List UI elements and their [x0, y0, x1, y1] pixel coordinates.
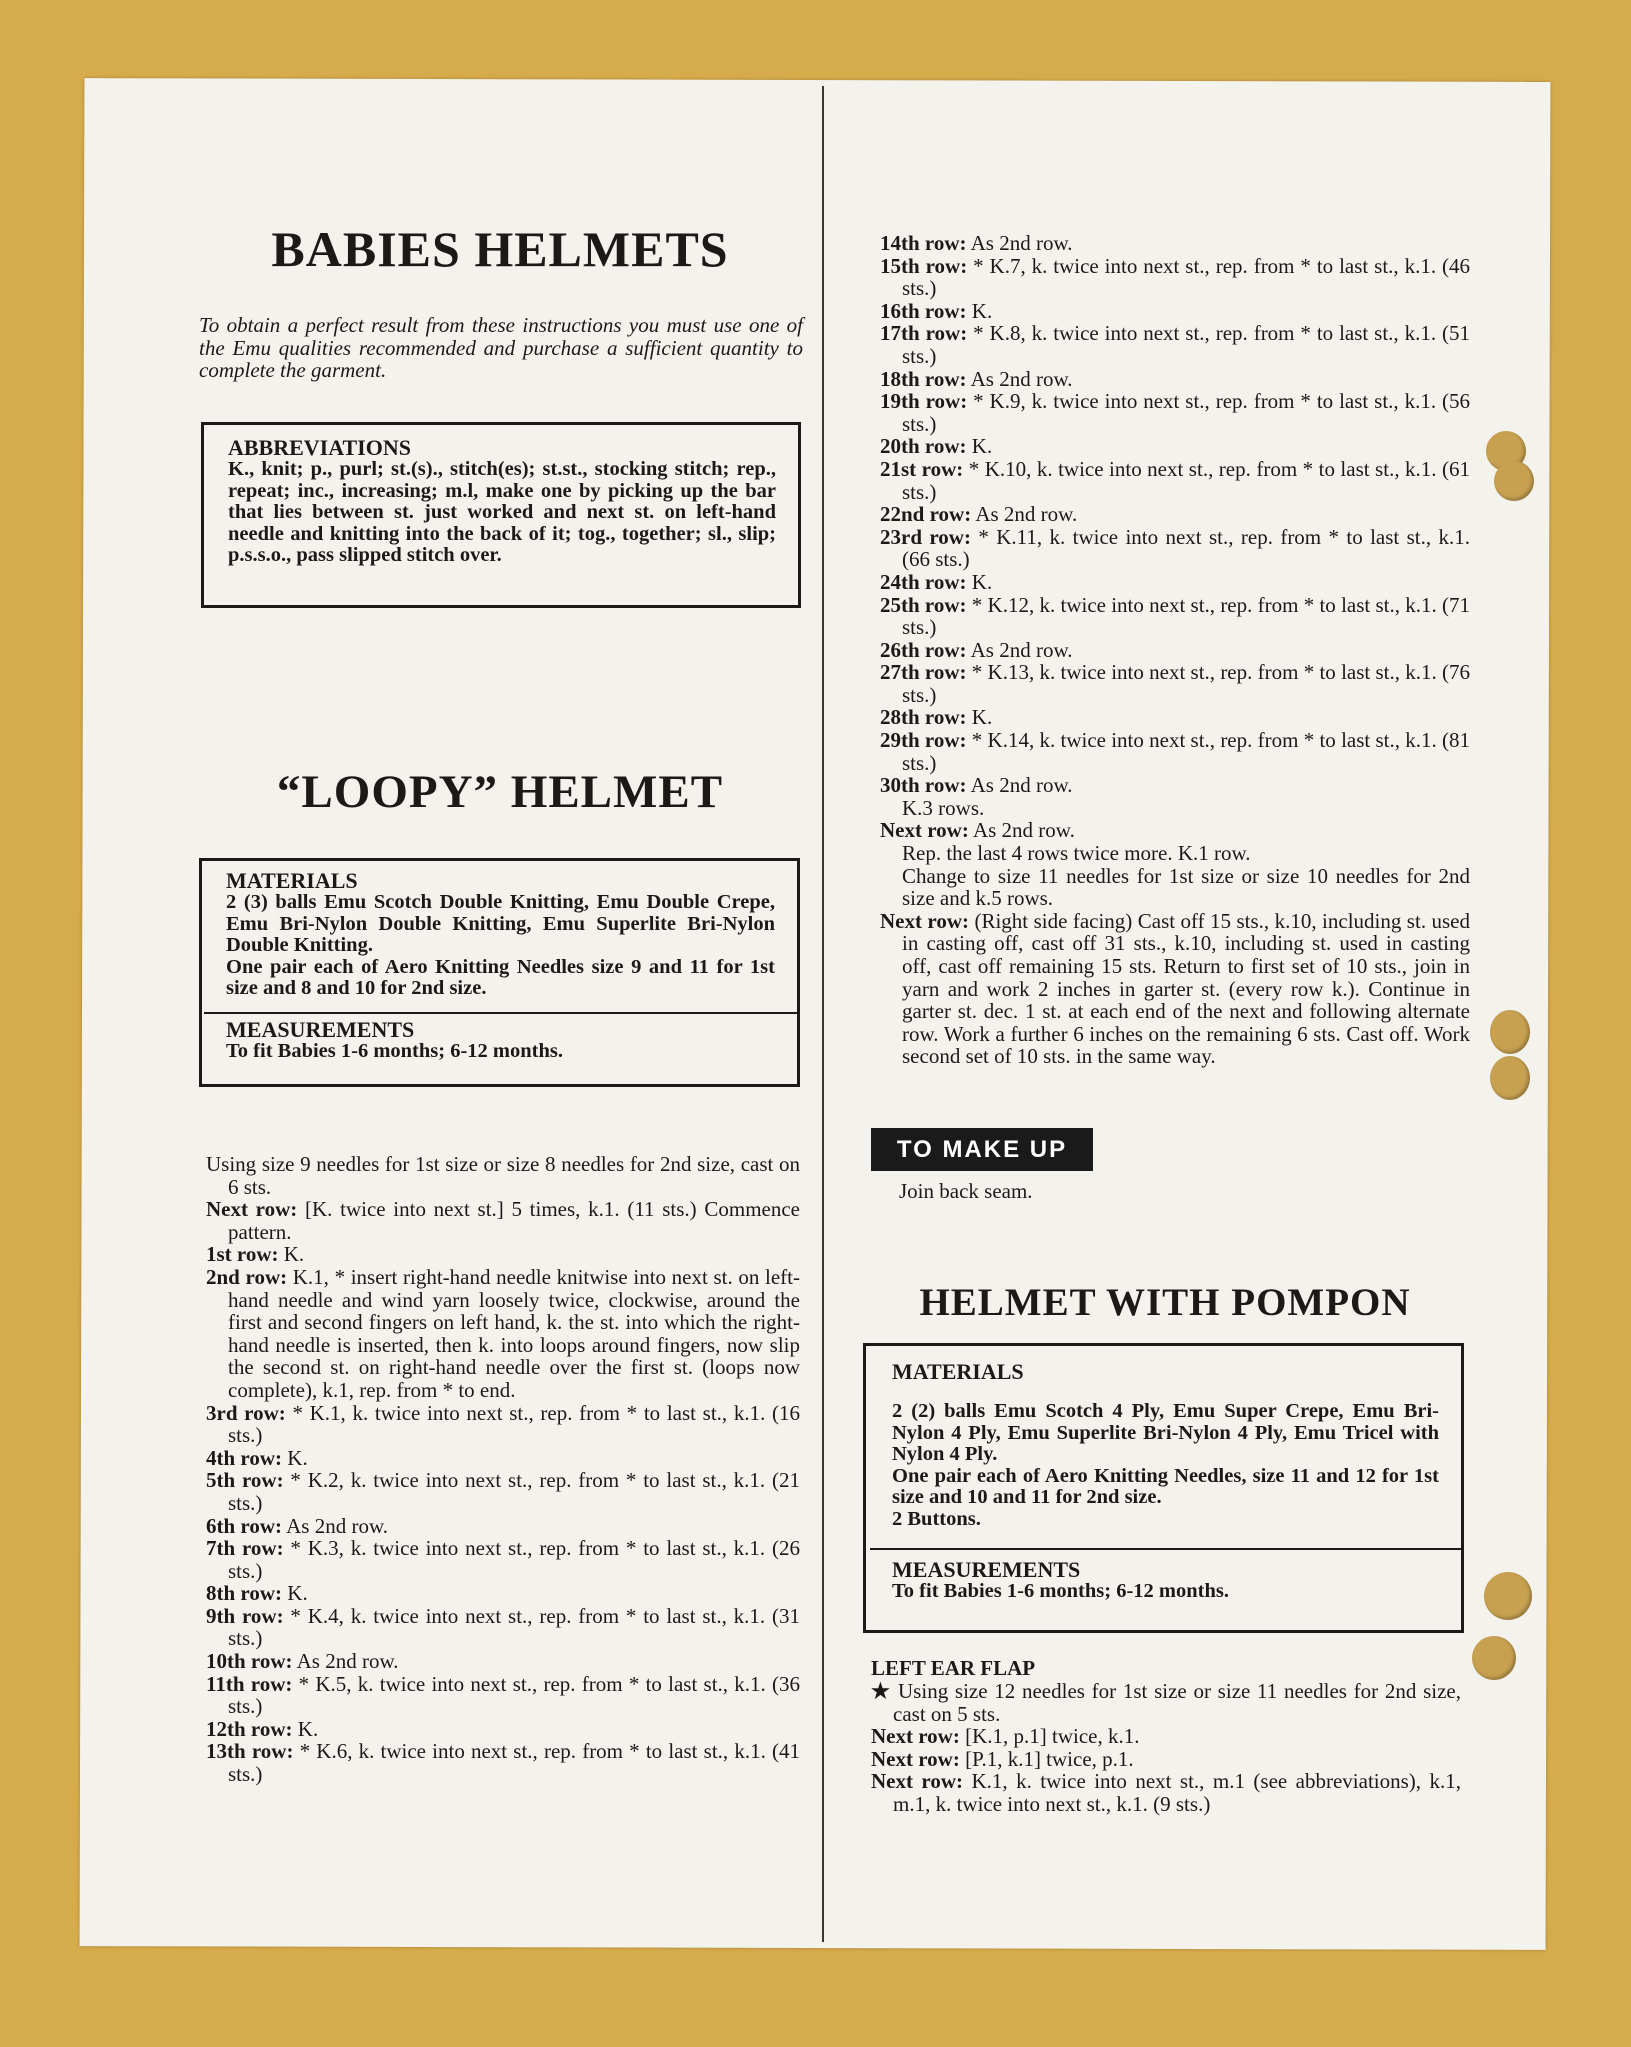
materials-line: 2 (3) balls Emu Scotch Double Knitting, Emu Double Crepe, Emu Bri-Nylon Double Knitting, Emu Superlite Bri-Nylon Double Knitting.	[226, 891, 775, 956]
instruction-row	[880, 322, 1470, 367]
row-text: Using size 12 needles for 1st size or size 11 needles for 2nd size, cast on 5 sts.	[893, 1679, 1461, 1726]
materials-line: 2 Buttons.	[892, 1507, 981, 1530]
materials-line: One pair each of Aero Knitting Needles size 9 and 11 for 1st size and 8 and 10 for 2nd size.	[226, 955, 775, 999]
pompon-title: HELMET WITH POMPON	[919, 1281, 1411, 1324]
materials-line: One pair each of Aero Knitting Needles, size 11 and 12 for 1st size and 10 and 11 for 2nd size.	[892, 1464, 1439, 1508]
row-text: * K.11, k. twice into next st., rep. from * to last st., k.1. (66 sts.)	[902, 524, 1470, 572]
materials-heading: MATERIALS	[892, 1359, 1024, 1384]
row-text: As 2nd row.	[970, 231, 1073, 255]
loopy-instructions-right	[880, 232, 1470, 1068]
instruction-row	[880, 594, 1470, 639]
row-text: As 2nd row.	[970, 773, 1073, 798]
instruction-row	[880, 797, 1470, 820]
instruction-row	[880, 571, 1470, 594]
instruction-row	[206, 1469, 800, 1514]
punch-hole	[1484, 1572, 1532, 1620]
measurements-heading: MEASUREMENTS	[892, 1557, 1081, 1582]
instruction-row	[880, 729, 1470, 774]
row-text: * K.4, k. twice into next st., rep. from * to last st., k.1. (31 sts.)	[228, 1603, 800, 1651]
row-label: 12th row:	[206, 1716, 293, 1741]
row-text: * K.5, k. twice into next st., rep. from * to last st., k.1. (36 sts.)	[228, 1671, 801, 1719]
instruction-row	[206, 1402, 800, 1447]
intro-text: To obtain a perfect result from these instructions you must use one of the Emu qualities recommended and purchase a sufficient quantity to complete the garment.	[199, 313, 803, 382]
row-label: 30th row:	[880, 773, 967, 798]
row-label: 14th row:	[880, 231, 967, 255]
instruction-row	[880, 458, 1470, 503]
row-label: 26th row:	[880, 637, 967, 662]
row-label: 25th row:	[880, 592, 967, 617]
instruction-row	[206, 1153, 800, 1198]
instruction-row	[880, 435, 1470, 458]
instruction-row	[880, 661, 1470, 706]
instruction-row	[206, 1537, 800, 1582]
row-text: K.1, k. twice into next st., m.1 (see abbreviations), k.1, m.1, k. twice into next st., k.1. (9 sts.)	[893, 1769, 1461, 1816]
instruction-row	[880, 842, 1470, 865]
box-divider	[204, 1012, 797, 1014]
row-label: 11th row:	[206, 1671, 293, 1696]
row-text: As 2nd row.	[296, 1649, 399, 1674]
row-label: Next row:	[880, 818, 969, 843]
row-label: 1st row:	[206, 1242, 279, 1267]
instruction-row	[880, 300, 1470, 323]
row-label: 17th row:	[880, 321, 968, 346]
instruction-row	[206, 1740, 800, 1785]
row-label: Next row:	[880, 908, 970, 933]
abbreviations-heading: ABBREVIATIONS	[228, 435, 411, 460]
instruction-row	[206, 1198, 800, 1243]
loopy-instructions-left	[206, 1153, 800, 1786]
row-label: ★	[871, 1679, 892, 1703]
row-text: As 2nd row.	[972, 818, 1075, 843]
row-label: 10th row:	[206, 1649, 293, 1674]
make-up-text: Join back seam.	[899, 1179, 1033, 1203]
row-label: 28th row:	[880, 705, 967, 730]
row-text: K.	[287, 1581, 308, 1606]
row-text: Using size 9 needles for 1st size or size 8 needles for 2nd size, cast on 6 sts.	[206, 1152, 800, 1199]
instruction-row	[880, 706, 1470, 729]
row-label: 29th row:	[880, 728, 967, 753]
instruction-row	[880, 390, 1470, 435]
row-text: Change to size 11 needles for 1st size or size 10 needles for 2nd size and k.5 rows.	[902, 863, 1470, 911]
row-text: (Right side facing) Cast off 15 sts., k.10, including st. used in casting off, cast off 31 sts., k.10, including st. used in casting off, cast off remaining 15 sts. Return to first set of 10 sts., join in yarn and work 2 inches in garter st. (every row k.). Continue in garter st. dec. 1 st. at each end of the next and following alternate row. Work a further 6 inches on the remaining 6 sts. Cast off. Work second set of 10 sts. in the same way.	[902, 908, 1470, 1069]
row-label: 7th row:	[206, 1536, 284, 1561]
instruction-row	[871, 1725, 1461, 1748]
row-label: 22nd row:	[880, 502, 972, 527]
instruction-row	[206, 1243, 800, 1266]
row-label: 27th row:	[880, 660, 967, 685]
column-divider	[822, 86, 824, 1942]
row-label: 9th row:	[206, 1603, 284, 1628]
row-text: K.	[971, 298, 993, 323]
instruction-row	[206, 1605, 800, 1650]
row-label: Next row:	[871, 1724, 960, 1749]
pompon-materials-box	[863, 1343, 1464, 1633]
row-label: 13th row:	[206, 1739, 294, 1764]
row-label: Next row:	[206, 1197, 298, 1222]
instruction-row	[880, 526, 1470, 571]
instruction-row	[880, 255, 1470, 300]
row-label: 15th row:	[880, 253, 968, 278]
row-text: K.1, * insert right-hand needle knitwise into next st. on left-hand needle and wind yarn loosely twice, clockwise, around the first and second fingers on left hand, k. the st. into which the right-hand needle is inserted, then k. into loops around fingers, now slip the second st. on right-hand needle over the first st. (loops now complete), k.1, rep. from * to end.	[228, 1264, 800, 1402]
punch-hole	[1490, 1010, 1530, 1054]
instruction-row	[206, 1718, 800, 1741]
row-text: * K.7, k. twice into next st., rep. from * to last st., k.1. (46 sts.)	[902, 253, 1470, 301]
instruction-row	[880, 232, 1470, 255]
row-text: K.	[971, 569, 993, 594]
instruction-row	[880, 503, 1470, 526]
row-text: * K.1, k. twice into next st., rep. from * to last st., k.1. (16 sts.)	[228, 1400, 801, 1448]
abbreviations-text: K., knit; p., purl; st.(s)., stitch(es); st.st., stocking stitch; rep., repeat; inc., increasing; m.l, make one by picking up the bar that lies between st. just worked and next st. on left-hand needle and knitting into the back of it; tog., together; sl., slip; p.s.s.o., pass slipped stitch over.	[228, 458, 776, 566]
row-text: As 2nd row.	[970, 366, 1073, 391]
instruction-row	[880, 865, 1470, 910]
row-text: * K.10, k. twice into next st., rep. from * to last st., k.1. (61 sts.)	[902, 456, 1471, 504]
left-ear-flap-heading: LEFT EAR FLAP	[871, 1656, 1036, 1680]
loopy-materials-box	[199, 858, 800, 1087]
row-label: Next row:	[871, 1746, 960, 1771]
row-text: Rep. the last 4 rows twice more. K.1 row.	[902, 841, 1251, 866]
row-label: 4th row:	[206, 1445, 283, 1470]
row-text: * K.9, k. twice into next st., rep. from * to last st., k.1. (56 sts.)	[902, 389, 1470, 436]
row-text: K.	[287, 1445, 308, 1470]
row-label: 3rd row:	[206, 1400, 286, 1425]
row-text: * K.8, k. twice into next st., rep. from * to last st., k.1. (51 sts.)	[902, 321, 1470, 368]
row-text: * K.14, k. twice into next st., rep. from * to last st., k.1. (81 sts.)	[902, 728, 1470, 775]
row-text: As 2nd row.	[286, 1513, 389, 1538]
instruction-row	[206, 1650, 800, 1673]
box-divider	[870, 1548, 1461, 1550]
row-label: 6th row:	[206, 1513, 283, 1538]
page-title: BABIES HELMETS	[271, 221, 729, 277]
to-make-up-heading: TO MAKE UP	[871, 1128, 1093, 1171]
row-text: K.	[297, 1716, 319, 1741]
instruction-row	[880, 819, 1470, 842]
row-text: [K.1, p.1] twice, k.1.	[965, 1724, 1140, 1749]
left-ear-flap-instructions	[871, 1680, 1461, 1816]
loopy-title: “LOOPY” HELMET	[276, 766, 724, 818]
instruction-row	[206, 1673, 800, 1718]
row-label: 2nd row:	[206, 1264, 288, 1289]
row-text: * K.12, k. twice into next st., rep. from * to last st., k.1. (71 sts.)	[902, 592, 1470, 640]
row-label: 20th row:	[880, 434, 967, 459]
row-label: 18th row:	[880, 366, 967, 391]
instruction-row	[206, 1266, 800, 1402]
punch-hole	[1472, 1636, 1516, 1680]
row-text: K.3 rows.	[902, 795, 985, 820]
measurements-text: To fit Babies 1-6 months; 6-12 months.	[892, 1580, 1229, 1602]
instruction-row	[206, 1447, 800, 1470]
row-label: 21st row:	[880, 456, 964, 481]
instruction-row	[880, 774, 1470, 797]
measurements-text: To fit Babies 1-6 months; 6-12 months.	[226, 1039, 563, 1062]
punch-hole	[1494, 461, 1534, 501]
row-text: K.	[971, 434, 993, 459]
materials-heading: MATERIALS	[226, 868, 358, 893]
row-label: Next row:	[871, 1769, 964, 1794]
measurements-heading: MEASUREMENTS	[226, 1016, 415, 1042]
row-text: As 2nd row.	[970, 637, 1073, 662]
instruction-row	[880, 639, 1470, 662]
row-label: 19th row:	[880, 389, 968, 414]
row-label: 16th row:	[880, 298, 967, 323]
instruction-row	[871, 1770, 1461, 1815]
abbreviations-box	[201, 422, 801, 608]
row-text: As 2nd row.	[975, 502, 1078, 527]
row-text: * K.6, k. twice into next st., rep. from * to last st., k.1. (41 sts.)	[228, 1739, 800, 1787]
materials-line: 2 (2) balls Emu Scotch 4 Ply, Emu Super Crepe, Emu Bri-Nylon 4 Ply, Emu Superlite Bri-Nylon 4 Ply, Emu Tricel with Nylon 4 Ply.	[892, 1400, 1439, 1465]
instruction-row	[880, 910, 1470, 1068]
instruction-row	[206, 1515, 800, 1538]
row-text: * K.3, k. twice into next st., rep. from * to last st., k.1. (26 sts.)	[228, 1536, 800, 1583]
instruction-row	[880, 368, 1470, 391]
row-label: 5th row:	[206, 1468, 284, 1493]
row-text: * K.2, k. twice into next st., rep. from * to last st., k.1. (21 sts.)	[228, 1468, 800, 1515]
instruction-row	[206, 1582, 800, 1605]
row-text: [P.1, k.1] twice, p.1.	[965, 1746, 1134, 1771]
row-text: K.	[971, 705, 993, 730]
instruction-row	[871, 1680, 1461, 1725]
row-text: * K.13, k. twice into next st., rep. from * to last st., k.1. (76 sts.)	[902, 660, 1470, 707]
row-text: [K. twice into next st.] 5 times, k.1. (11 sts.) Commence pattern.	[228, 1197, 800, 1244]
row-label: 23rd row:	[880, 524, 971, 549]
punch-hole	[1490, 1056, 1530, 1100]
row-text: K.	[283, 1242, 305, 1267]
row-label: 8th row:	[206, 1581, 283, 1606]
instruction-row	[871, 1748, 1461, 1771]
row-label: 24th row:	[880, 569, 967, 594]
